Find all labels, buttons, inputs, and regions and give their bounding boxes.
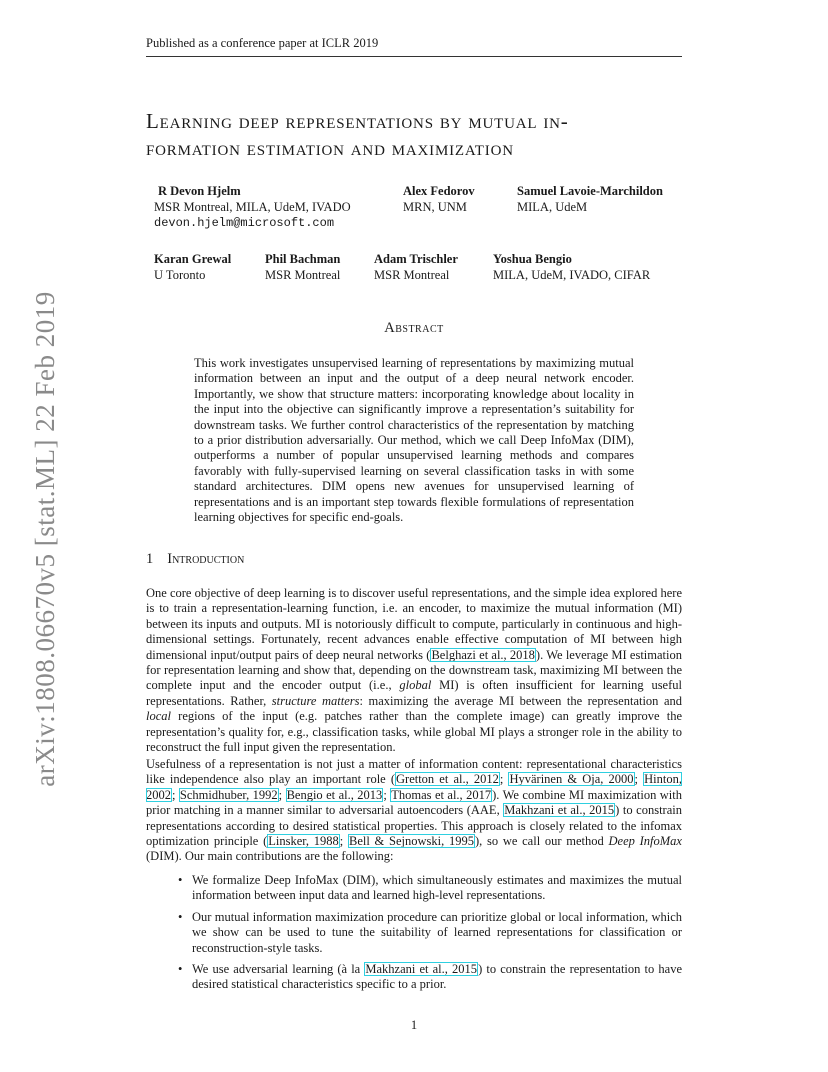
author-affiliation: MRN, UNM (403, 200, 467, 214)
list-item (146, 873, 682, 904)
author-email[interactable]: devon.hjelm@microsoft.com (154, 216, 335, 230)
author-affiliation: MILA, UdeM (517, 200, 588, 214)
bullet-icon: • (178, 909, 183, 924)
author-name: Adam Trischler (374, 252, 458, 266)
text-run: ; (339, 834, 348, 849)
text-run: ) to constrain representations according to desired statistical properties. This approach is closely related to the infomax optimization principle ( (146, 803, 682, 849)
author-block (493, 251, 650, 283)
text-run: (DIM). Our main contributions are the following: (146, 849, 394, 864)
running-header: Published as a conference paper at ICLR 2019 (146, 36, 682, 57)
text-run: : maximizing the average MI between the representation and (359, 693, 683, 708)
emphasis: global (399, 678, 432, 693)
citation-link[interactable]: Schmidhuber, 1992 (179, 787, 278, 802)
citation-link[interactable]: Hyvärinen & Oja, 2000 (509, 772, 634, 787)
text-run: Usefulness of a representation is not just a matter of information content: representational characteristics like independence also play an important role ( (146, 757, 682, 787)
author-name: Yoshua Bengio (493, 252, 572, 266)
text-run: ), so we call our method (474, 834, 609, 849)
list-item-text: Our mutual information maximization procedure can prioritize global or local information, which we show can be used to tune the suitability of learned representations for classification or reconstruction-style tasks. (192, 909, 682, 955)
title-line-1: Learning deep representations by mutual in- (146, 109, 569, 133)
emphasis: structure matters (271, 693, 360, 708)
citation-link[interactable]: Hinton, 2002 (146, 772, 682, 802)
contributions-list (146, 873, 682, 999)
author-block (265, 251, 340, 283)
text-run: regions of the input (e.g. patches rather than the complete image) can greatly improve the representation’s quality for, e.g., classification tasks, while global MI plays a stronger role in the ability to reconstruct the full input given the representation. (146, 709, 682, 755)
list-item-text: We formalize Deep InfoMax (DIM), which simultaneously estimates and maximizes the mutual information between input data and learned high-level representations. (192, 873, 682, 903)
author-affiliation: MSR Montreal (265, 268, 341, 282)
author-block (374, 251, 458, 283)
author-block (517, 183, 663, 215)
text-run: ). We combine MI maximization with prior matching in a manner similar to adversarial autoencoders (AAE, (146, 787, 683, 818)
author-block (154, 183, 351, 231)
author-affiliation: MILA, UdeM, IVADO, CIFAR (493, 268, 651, 282)
emphasis: Deep InfoMax (608, 834, 682, 849)
text-run: ; (172, 787, 179, 802)
author-name: R Devon Hjelm (158, 184, 241, 198)
bullet-icon: • (178, 873, 183, 887)
citation-link[interactable]: Bengio et al., 2013 (286, 787, 383, 802)
text-run: ). We leverage MI estimation for representation learning and show that, depending on the downstream task, maximizing MI between the complete input and the encoder output (i.e., (146, 647, 682, 693)
author-affiliation: U Toronto (154, 268, 206, 282)
author-name: Phil Bachman (265, 252, 341, 266)
section-heading (146, 551, 244, 568)
list-item-text: We use adversarial learning (à la (192, 962, 365, 977)
author-name: Karan Grewal (154, 252, 232, 266)
text-run: ; (278, 787, 286, 802)
author-name: Alex Fedorov (403, 184, 475, 198)
citation-link[interactable]: Thomas et al., 2017 (391, 787, 492, 802)
list-item (146, 910, 682, 956)
section-number: 1 (146, 551, 154, 567)
bullet-icon: • (178, 962, 183, 977)
intro-paragraph-2 (146, 757, 682, 865)
abstract-heading: Abstract (384, 320, 444, 336)
citation-link[interactable]: Makhzani et al., 2015 (504, 803, 615, 818)
author-affiliation: MSR Montreal, MILA, UdeM, IVADO (154, 200, 351, 214)
author-block (154, 251, 231, 283)
title-line-2: formation estimation and maximization (146, 136, 514, 160)
list-item (146, 962, 682, 993)
abstract-text: This work investigates unsupervised learning of representations by maximizing mutual information between an input and the output of a deep neural network encoder. Importantly, we show that structure matters: incorporating knowledge about locality in the input into the objective can significantly improve a representation’s suitability for downstream tasks. We further control characteristics of the representation by matching to a prior distribution adversarially. Our method, which we call Deep InfoMax (DIM), outperforms a number of popular unsupervised learning methods and compares favorably with fully-supervised learning on several classification tasks in with some standard architectures. DIM opens new avenues for unsupervised learning of representations and is an important step towards flexible formulations of representation learning objectives for specific end-goals. (194, 356, 634, 525)
text-run: ; (634, 772, 644, 787)
text-run: MI) is often insufficient for learning useful representations. Rather, (146, 678, 682, 708)
citation-link[interactable]: Belghazi et al., 2018 (431, 647, 535, 662)
citation-link[interactable]: Gretton et al., 2012 (396, 772, 499, 787)
citation-link[interactable]: Linsker, 1988 (268, 834, 339, 849)
author-affiliation: MSR Montreal (374, 268, 450, 282)
paper-title (146, 108, 706, 162)
citation-link[interactable]: Makhzani et al., 2015 (365, 962, 478, 977)
author-name: Samuel Lavoie-Marchildon (517, 184, 663, 198)
page-number: 1 (410, 1018, 418, 1032)
arxiv-identifier: arXiv:1808.06670v5 [stat.ML] 22 Feb 2019 (30, 291, 60, 787)
text-run: One core objective of deep learning is to discover useful representations, and the simple idea explored here is to train a representation-learning function, i.e. an encoder, to maximize the mutual information (MI) between its inputs and outputs. MI is notoriously difficult to compute, particularly in continuous and high-dimensional settings. Fortunately, recent advances enable effective computation of MI between high dimensional input/output pairs of deep neural networks ( (146, 586, 682, 662)
author-block (403, 183, 475, 215)
text-run: ; (383, 787, 391, 802)
section-title: Introduction (167, 551, 245, 567)
emphasis: local (146, 709, 171, 724)
list-item-text: ) to constrain the representation to have desired statistical characteristics specific to a prior. (192, 962, 682, 992)
text-run: ; (499, 772, 509, 787)
citation-link[interactable]: Bell & Sejnowski, 1995 (348, 834, 474, 849)
intro-paragraph-1 (146, 586, 682, 755)
